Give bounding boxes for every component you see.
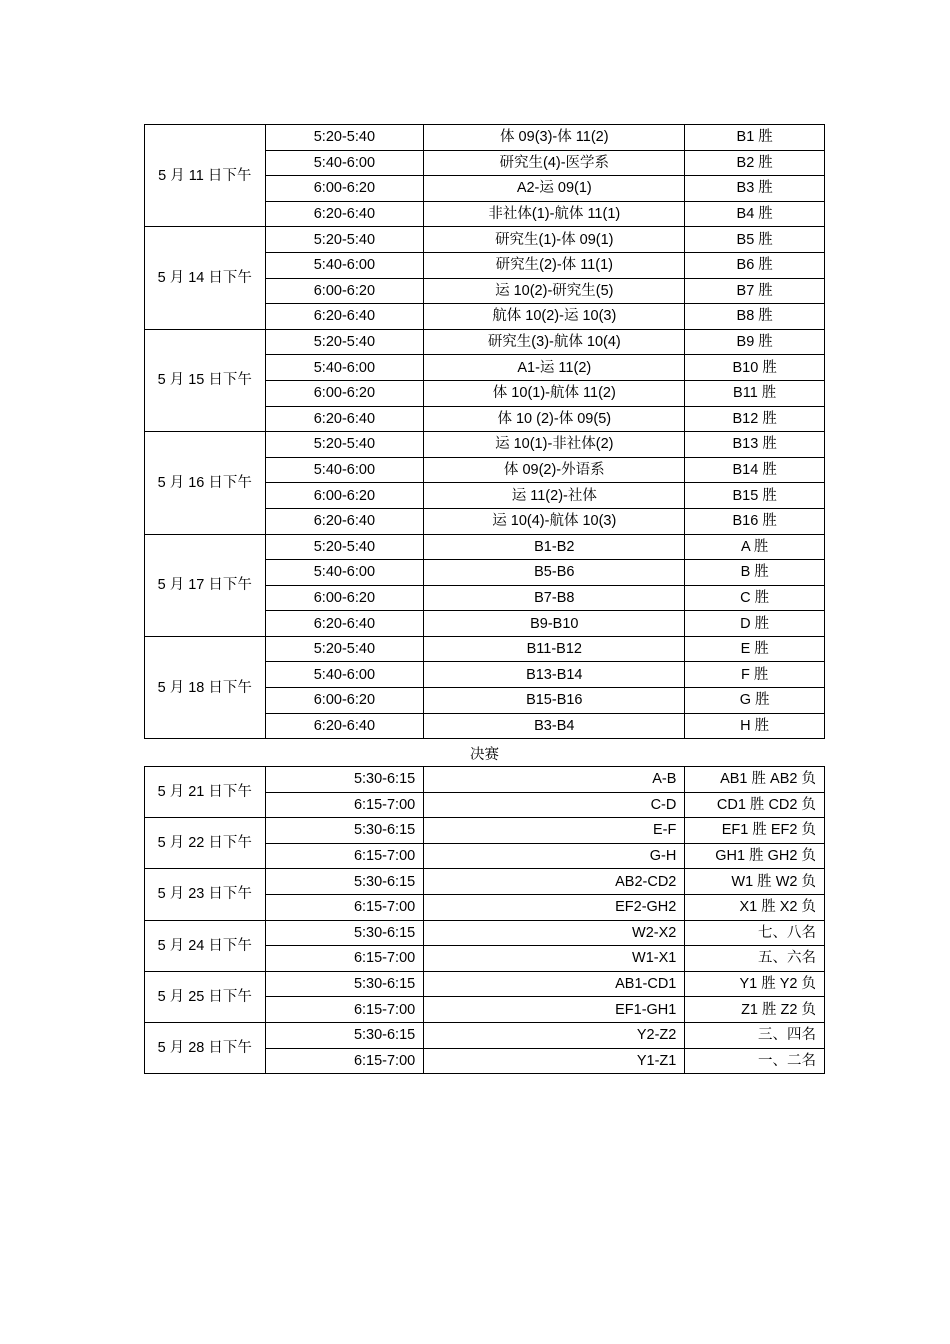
table-row (145, 818, 825, 844)
match-cell: AB2-CD2 (424, 869, 685, 895)
time-cell: 5:40-6:00 (265, 355, 424, 381)
result-cell: 一、二名 (685, 1048, 825, 1074)
time-cell: 5:30-6:15 (265, 869, 424, 895)
result-cell: C 胜 (685, 585, 825, 611)
match-cell: W2-X2 (424, 920, 685, 946)
result-cell: B6 胜 (685, 252, 825, 278)
time-cell: 6:00-6:20 (265, 688, 424, 714)
time-cell: 5:20-5:40 (265, 636, 424, 662)
result-cell: D 胜 (685, 611, 825, 637)
table-row (145, 125, 825, 151)
date-cell: 5 月 16 日下午 (145, 432, 266, 534)
match-cell: A2-运 09(1) (424, 176, 685, 202)
match-cell: B7-B8 (424, 585, 685, 611)
match-cell: 运 10(4)-航体 10(3) (424, 508, 685, 534)
time-cell: 6:00-6:20 (265, 483, 424, 509)
table-row (145, 971, 825, 997)
result-cell: B14 胜 (685, 457, 825, 483)
match-cell: 体 10 (2)-体 09(5) (424, 406, 685, 432)
time-cell: 6:20-6:40 (265, 611, 424, 637)
time-cell: 6:20-6:40 (265, 713, 424, 739)
time-cell: 6:20-6:40 (265, 406, 424, 432)
match-cell: 运 10(1)-非社体(2) (424, 432, 685, 458)
table-row (145, 227, 825, 253)
result-cell: B12 胜 (685, 406, 825, 432)
match-cell: Y1-Z1 (424, 1048, 685, 1074)
result-cell: A 胜 (685, 534, 825, 560)
table-row (145, 329, 825, 355)
match-cell: 研究生(1)-体 09(1) (424, 227, 685, 253)
match-cell: B9-B10 (424, 611, 685, 637)
result-cell: B7 胜 (685, 278, 825, 304)
table-row (145, 534, 825, 560)
date-cell: 5 月 18 日下午 (145, 636, 266, 738)
result-cell: B13 胜 (685, 432, 825, 458)
match-cell: 体 09(3)-体 11(2) (424, 125, 685, 151)
result-cell: B9 胜 (685, 329, 825, 355)
time-cell: 5:40-6:00 (265, 662, 424, 688)
time-cell: 6:15-7:00 (265, 946, 424, 972)
match-cell: 研究生(2)-体 11(1) (424, 252, 685, 278)
result-cell: B1 胜 (685, 125, 825, 151)
match-cell: EF1-GH1 (424, 997, 685, 1023)
result-cell: X1 胜 X2 负 (685, 894, 825, 920)
match-cell: 运 10(2)-研究生(5) (424, 278, 685, 304)
time-cell: 6:15-7:00 (265, 997, 424, 1023)
time-cell: 5:40-6:00 (265, 560, 424, 586)
result-cell: Y1 胜 Y2 负 (685, 971, 825, 997)
table-row (145, 869, 825, 895)
match-cell: G-H (424, 843, 685, 869)
result-cell: H 胜 (685, 713, 825, 739)
table-row (145, 920, 825, 946)
table-row (145, 432, 825, 458)
group-stage-table (144, 124, 825, 739)
time-cell: 5:20-5:40 (265, 432, 424, 458)
result-cell: Z1 胜 Z2 负 (685, 997, 825, 1023)
result-cell: B15 胜 (685, 483, 825, 509)
match-cell: B1-B2 (424, 534, 685, 560)
time-cell: 5:30-6:15 (265, 767, 424, 793)
match-cell: B11-B12 (424, 636, 685, 662)
match-cell: B5-B6 (424, 560, 685, 586)
match-cell: 运 11(2)-社体 (424, 483, 685, 509)
time-cell: 5:30-6:15 (265, 920, 424, 946)
time-cell: 5:20-5:40 (265, 534, 424, 560)
result-cell: B4 胜 (685, 201, 825, 227)
date-cell: 5 月 14 日下午 (145, 227, 266, 329)
match-cell: 体 09(2)-外语系 (424, 457, 685, 483)
result-cell: G 胜 (685, 688, 825, 714)
time-cell: 5:30-6:15 (265, 818, 424, 844)
match-cell: W1-X1 (424, 946, 685, 972)
match-cell: EF2-GH2 (424, 894, 685, 920)
result-cell: 七、八名 (685, 920, 825, 946)
match-cell: 研究生(4)-医学系 (424, 150, 685, 176)
match-cell: 航体 10(2)-运 10(3) (424, 304, 685, 330)
result-cell: B16 胜 (685, 508, 825, 534)
match-cell: B13-B14 (424, 662, 685, 688)
time-cell: 5:20-5:40 (265, 125, 424, 151)
result-cell: B11 胜 (685, 380, 825, 406)
match-cell: 体 10(1)-航体 11(2) (424, 380, 685, 406)
table-row (145, 1022, 825, 1048)
match-cell: E-F (424, 818, 685, 844)
time-cell: 6:15-7:00 (265, 894, 424, 920)
result-cell: B10 胜 (685, 355, 825, 381)
time-cell: 6:15-7:00 (265, 1048, 424, 1074)
result-cell: F 胜 (685, 662, 825, 688)
time-cell: 6:15-7:00 (265, 792, 424, 818)
result-cell: B5 胜 (685, 227, 825, 253)
time-cell: 6:20-6:40 (265, 304, 424, 330)
date-cell: 5 月 22 日下午 (145, 818, 266, 869)
result-cell: B8 胜 (685, 304, 825, 330)
date-cell: 5 月 15 日下午 (145, 329, 266, 431)
time-cell: 5:30-6:15 (265, 1022, 424, 1048)
result-cell: B3 胜 (685, 176, 825, 202)
time-cell: 6:00-6:20 (265, 585, 424, 611)
finals-table (144, 766, 825, 1074)
match-cell: B15-B16 (424, 688, 685, 714)
result-cell: AB1 胜 AB2 负 (685, 767, 825, 793)
date-cell: 5 月 11 日下午 (145, 125, 266, 227)
table-row (145, 636, 825, 662)
result-cell: W1 胜 W2 负 (685, 869, 825, 895)
match-cell: C-D (424, 792, 685, 818)
time-cell: 5:20-5:40 (265, 227, 424, 253)
date-cell: 5 月 17 日下午 (145, 534, 266, 636)
result-cell: CD1 胜 CD2 负 (685, 792, 825, 818)
time-cell: 5:40-6:00 (265, 150, 424, 176)
date-cell: 5 月 25 日下午 (145, 971, 266, 1022)
date-cell: 5 月 23 日下午 (145, 869, 266, 920)
time-cell: 6:15-7:00 (265, 843, 424, 869)
time-cell: 6:00-6:20 (265, 380, 424, 406)
result-cell: B 胜 (685, 560, 825, 586)
result-cell: B2 胜 (685, 150, 825, 176)
time-cell: 6:00-6:20 (265, 176, 424, 202)
date-cell: 5 月 24 日下午 (145, 920, 266, 971)
match-cell: A-B (424, 767, 685, 793)
time-cell: 5:40-6:00 (265, 252, 424, 278)
time-cell: 6:20-6:40 (265, 201, 424, 227)
date-cell: 5 月 28 日下午 (145, 1022, 266, 1073)
time-cell: 6:00-6:20 (265, 278, 424, 304)
match-cell: 非社体(1)-航体 11(1) (424, 201, 685, 227)
match-cell: B3-B4 (424, 713, 685, 739)
time-cell: 5:40-6:00 (265, 457, 424, 483)
time-cell: 6:20-6:40 (265, 508, 424, 534)
date-cell: 5 月 21 日下午 (145, 767, 266, 818)
result-cell: GH1 胜 GH2 负 (685, 843, 825, 869)
table-row (145, 767, 825, 793)
time-cell: 5:20-5:40 (265, 329, 424, 355)
final-section-caption: 决赛 (470, 747, 499, 763)
match-cell: A1-运 11(2) (424, 355, 685, 381)
result-cell: E 胜 (685, 636, 825, 662)
match-cell: 研究生(3)-航体 10(4) (424, 329, 685, 355)
match-cell: Y2-Z2 (424, 1022, 685, 1048)
time-cell: 5:30-6:15 (265, 971, 424, 997)
match-cell: AB1-CD1 (424, 971, 685, 997)
result-cell: 五、六名 (685, 946, 825, 972)
result-cell: 三、四名 (685, 1022, 825, 1048)
result-cell: EF1 胜 EF2 负 (685, 818, 825, 844)
